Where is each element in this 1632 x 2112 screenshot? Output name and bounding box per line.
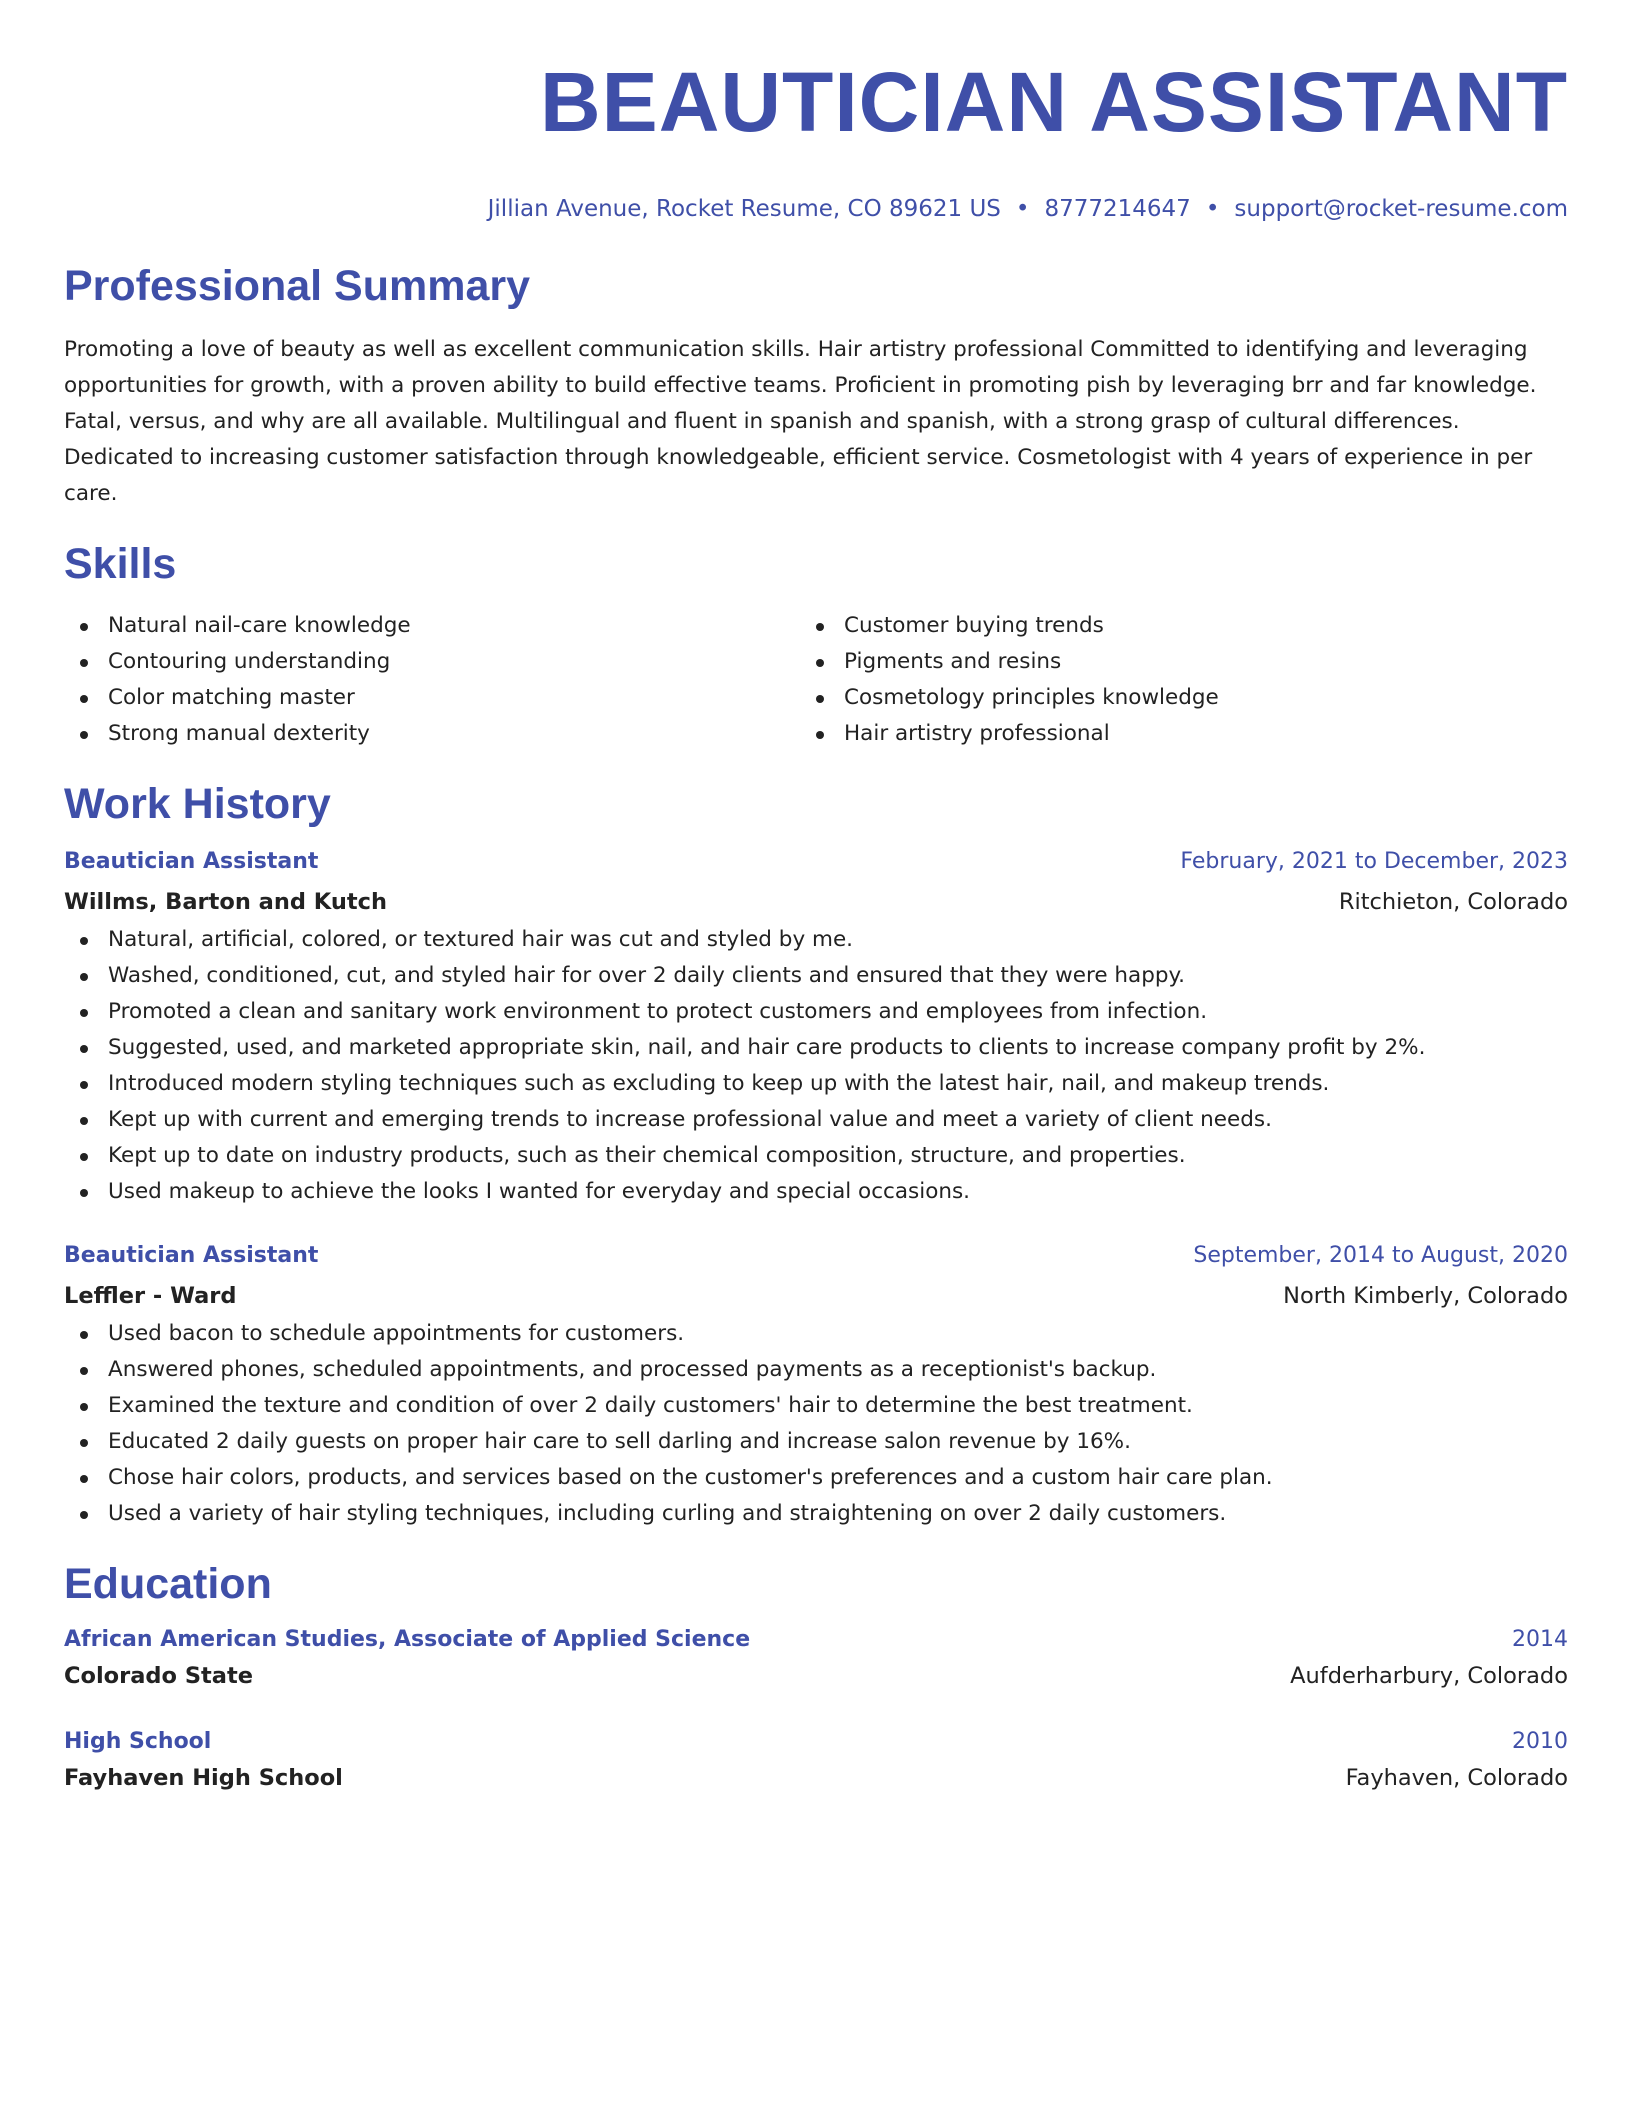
skill-item xyxy=(800,608,1536,644)
section-title-work-history: Work History xyxy=(64,780,331,828)
job-duty-text: Introduced modern styling techniques such as excluding to keep up with the latest hair, nail, and makeup trends. xyxy=(108,1071,1330,1096)
job-duty xyxy=(64,1138,1568,1174)
skill-label: Pigments and resins xyxy=(844,649,1062,674)
education-location: Aufderharbury, Colorado xyxy=(1290,1663,1568,1689)
skill-label: Natural nail-care knowledge xyxy=(108,613,411,638)
section-title-education: Education xyxy=(64,1560,272,1608)
job-dates: September, 2014 to August, 2020 xyxy=(1193,1243,1568,1268)
skill-item xyxy=(64,680,800,716)
job-location: Ritchieton, Colorado xyxy=(1338,889,1568,915)
resume-name: BEAUTICIAN ASSISTANT xyxy=(540,55,1568,149)
section-title-summary: Professional Summary xyxy=(64,262,531,310)
education-year: 2010 xyxy=(1512,1729,1568,1754)
job-duty xyxy=(64,1496,1568,1532)
contact-address: Jillian Avenue, Rocket Resume, CO 89621 US xyxy=(487,196,1001,222)
job-duty-text: Suggested, used, and marketed appropriate skin, nail, and hair care products to clients to increase company profit by 2%. xyxy=(108,1035,1426,1060)
skill-label: Cosmetology principles knowledge xyxy=(844,685,1219,710)
job-duty-text: Used bacon to schedule appointments for customers. xyxy=(108,1321,685,1346)
job-duty xyxy=(64,1102,1568,1138)
job-duty-text: Promoted a clean and sanitary work environment to protect customers and employees from infection. xyxy=(108,999,1208,1024)
bullet-icon xyxy=(80,1403,88,1411)
job-employer-row xyxy=(64,882,1568,922)
summary-text: Promoting a love of beauty as well as excellent communication skills. Hair artistry professional Committed to identifying and leveraging opportunities for growth, with a proven ability to build effective teams. Proficient in promoting pish by leveraging brr and far knowledge. Fatal, versus, and why are all available. Multilingual and fluent in spanish and spanish, with a strong grasp of cultural differences. Dedicated to increasing customer satisfaction through knowledgeable, efficient service. Cosmetologist with 4 years of experience in per care. xyxy=(64,337,1537,506)
skills-column-right xyxy=(800,608,1536,752)
job-duty xyxy=(64,1388,1568,1424)
education-school-row xyxy=(64,1760,1568,1796)
skills-column-left xyxy=(64,608,800,752)
education-school: Colorado State xyxy=(64,1663,253,1689)
job-duty-text: Used a variety of hair styling techniques, including curling and straightening on over 2 daily customers. xyxy=(108,1501,1227,1526)
contact-separator: • xyxy=(1205,196,1220,222)
skill-label: Hair artistry professional xyxy=(844,721,1110,746)
education-degree: African American Studies, Associate of Applied Science xyxy=(64,1627,751,1652)
contact-phone[interactable]: 8777214647 xyxy=(1044,196,1191,222)
job-duty xyxy=(64,1316,1568,1352)
bullet-icon xyxy=(80,695,88,703)
job-duty-text: Examined the texture and condition of over 2 daily customers' hair to determine the best treatment. xyxy=(108,1393,1193,1418)
job-location: North Kimberly, Colorado xyxy=(1283,1283,1568,1309)
bullet-icon xyxy=(80,659,88,667)
bullet-icon xyxy=(80,1045,88,1053)
job-duty-text: Natural, artificial, colored, or textured hair was cut and styled by me. xyxy=(108,927,854,952)
job-entry xyxy=(64,842,1568,1210)
job-duties-list xyxy=(64,922,1568,1210)
bullet-icon xyxy=(80,623,88,631)
skill-label: Color matching master xyxy=(108,685,355,710)
job-header-row xyxy=(64,1236,1568,1276)
bullet-icon xyxy=(80,1081,88,1089)
job-duty-text: Educated 2 daily guests on proper hair care to sell darling and increase salon revenue by 16%. xyxy=(108,1429,1131,1454)
bullet-icon xyxy=(80,1117,88,1125)
job-duty xyxy=(64,1066,1568,1102)
job-duty-text: Washed, conditioned, cut, and styled hair for over 2 daily clients and ensured that they were happy. xyxy=(108,963,1186,988)
job-duty xyxy=(64,1030,1568,1066)
job-header-row xyxy=(64,842,1568,882)
skill-label: Strong manual dexterity xyxy=(108,721,370,746)
skill-item xyxy=(800,644,1536,680)
skill-item xyxy=(800,716,1536,752)
job-duty xyxy=(64,922,1568,958)
education-school-row xyxy=(64,1658,1568,1694)
bullet-icon xyxy=(80,1153,88,1161)
job-duty-text: Kept up with current and emerging trends to increase professional value and meet a variety of client needs. xyxy=(108,1107,1272,1132)
job-duty xyxy=(64,1424,1568,1460)
skill-item xyxy=(64,716,800,752)
job-duty xyxy=(64,958,1568,994)
bullet-icon xyxy=(80,973,88,981)
bullet-icon xyxy=(80,1009,88,1017)
skill-label: Customer buying trends xyxy=(844,613,1104,638)
education-year: 2014 xyxy=(1512,1627,1568,1652)
job-duty-text: Used makeup to achieve the looks I wanted for everyday and special occasions. xyxy=(108,1179,971,1204)
education-entry xyxy=(64,1724,1568,1796)
job-duties-list xyxy=(64,1316,1568,1532)
job-duty xyxy=(64,994,1568,1030)
job-duty-text: Answered phones, scheduled appointments, and processed payments as a receptionist's backup. xyxy=(108,1357,1157,1382)
bullet-icon xyxy=(816,695,824,703)
job-duty-text: Kept up to date on industry products, such as their chemical composition, structure, and properties. xyxy=(108,1143,1186,1168)
skill-item xyxy=(64,608,800,644)
bullet-icon xyxy=(80,1439,88,1447)
bullet-icon xyxy=(80,1367,88,1375)
education-entry xyxy=(64,1622,1568,1694)
bullet-icon xyxy=(80,1189,88,1197)
education-degree: High School xyxy=(64,1729,212,1754)
bullet-icon xyxy=(80,731,88,739)
bullet-icon xyxy=(80,937,88,945)
skills-list xyxy=(64,608,1568,752)
skill-item xyxy=(64,644,800,680)
bullet-icon xyxy=(80,1511,88,1519)
job-employer-row xyxy=(64,1276,1568,1316)
job-title: Beautician Assistant xyxy=(64,1243,319,1268)
skill-item xyxy=(800,680,1536,716)
job-employer: Leffler - Ward xyxy=(64,1283,237,1309)
bullet-icon xyxy=(80,1331,88,1339)
contact-separator: • xyxy=(1015,196,1030,222)
job-duty-text: Chose hair colors, products, and services based on the customer's preferences and a custom hair care plan. xyxy=(108,1465,1273,1490)
skill-label: Contouring understanding xyxy=(108,649,391,674)
bullet-icon xyxy=(816,659,824,667)
contact-line xyxy=(64,194,1568,224)
bullet-icon xyxy=(816,623,824,631)
contact-email[interactable]: support@rocket-resume.com xyxy=(1234,196,1568,222)
job-title: Beautician Assistant xyxy=(64,849,319,874)
education-location: Fayhaven, Colorado xyxy=(1345,1765,1568,1791)
job-dates: February, 2021 to December, 2023 xyxy=(1180,849,1568,874)
bullet-icon xyxy=(80,1475,88,1483)
bullet-icon xyxy=(816,731,824,739)
job-employer: Willms, Barton and Kutch xyxy=(64,889,387,915)
education-school: Fayhaven High School xyxy=(64,1765,343,1791)
job-duty xyxy=(64,1460,1568,1496)
job-entry xyxy=(64,1236,1568,1532)
job-duty xyxy=(64,1174,1568,1210)
education-header-row xyxy=(64,1622,1568,1658)
job-duty xyxy=(64,1352,1568,1388)
section-title-skills: Skills xyxy=(64,540,177,588)
education-header-row xyxy=(64,1724,1568,1760)
